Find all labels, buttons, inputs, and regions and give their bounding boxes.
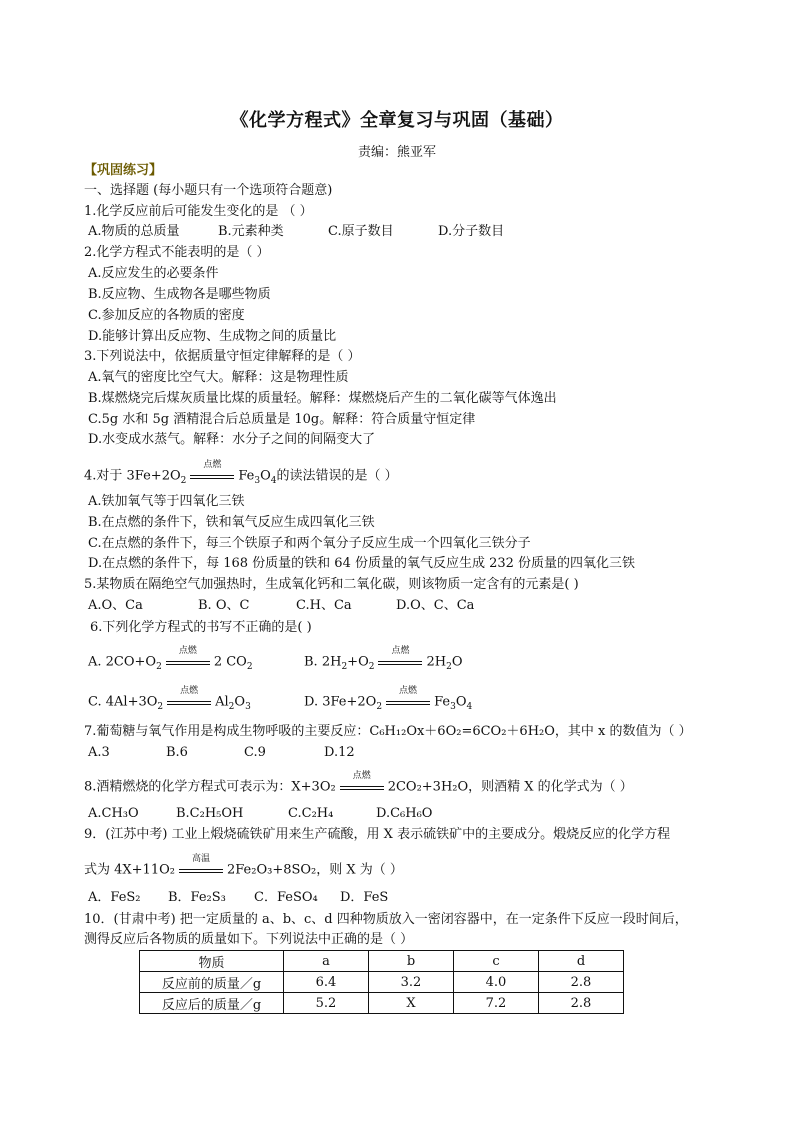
- option-d: D. $3Fe+2O_2$ 点燃 $Fe_3O_4$: [304, 686, 473, 713]
- question-10-stem-line-1: 10．(甘肃中考) 把一定质量的 a、b、c、d 四种物质放入一密闭容器中，在一定条件下反应一段时间后，: [84, 912, 688, 927]
- table-header-cell: a: [284, 951, 369, 972]
- question-3-stem: 3.下列说法中，依据质量守恒定律解释的是（ ）: [84, 349, 361, 364]
- reaction-condition-arrow: 点燃: [384, 694, 432, 710]
- option-c: C．FeSO₄: [254, 890, 318, 905]
- table-cell: 6.4: [284, 972, 369, 993]
- table-cell: 反应后的质量／g: [140, 993, 284, 1014]
- option-b: B．Fe₂S₃: [168, 890, 226, 905]
- option-c: C.C₂H₄: [288, 806, 334, 821]
- option-c: C.9: [244, 745, 266, 760]
- option-a: A．FeS₂: [88, 890, 141, 905]
- option-b: B. $2H_2+O_2$ 点燃 $2H_2O$: [304, 646, 463, 673]
- table-cell: 反应前的质量／g: [140, 972, 284, 993]
- option-a: A.反应发生的必要条件: [88, 266, 219, 281]
- option-b: B.煤燃烧完后煤灰质量比煤的质量轻。解释：煤燃烧后产生的二氧化碳等气体逸出: [88, 391, 557, 406]
- table-header-cell: c: [454, 951, 539, 972]
- option-a: A.O、Ca: [88, 598, 143, 613]
- table-cell: X: [369, 993, 454, 1014]
- question-2-stem: 2.化学方程式不能表明的是（ ）: [84, 245, 270, 260]
- option-b: B.反应物、生成物各是哪些物质: [88, 287, 271, 302]
- part-heading: 一、选择题 (每小题只有一个选项符合题意): [84, 183, 333, 198]
- option-d: D.C₆H₆O: [376, 806, 433, 821]
- table-cell: 2.8: [539, 972, 624, 993]
- table-cell: 3.2: [369, 972, 454, 993]
- option-b: B. O、C: [198, 598, 250, 613]
- section-heading: 【巩固练习】: [84, 163, 163, 178]
- question-1-stem: 1.化学反应前后可能发生变化的是 （ ）: [84, 204, 313, 219]
- option-d: D．FeS: [340, 890, 389, 905]
- option-d: D.水变成水蒸气。解释：水分子之间的间隔变大了: [88, 432, 376, 447]
- option-a: A.铁加氧气等于四氧化三铁: [88, 494, 245, 509]
- reaction-condition-arrow: 点燃: [165, 694, 213, 710]
- reaction-condition-arrow: 点燃: [338, 779, 386, 795]
- option-a: A.CH₃O: [88, 806, 139, 821]
- table-cell: 2.8: [539, 993, 624, 1014]
- mass-table: [139, 950, 624, 1014]
- question-10-stem-line-2: 测得反应后各物质的质量如下。下列说法中正确的是（ ）: [84, 932, 414, 947]
- option-b: B.C₂H₅OH: [176, 806, 244, 821]
- question-9-options: [88, 890, 388, 906]
- question-9-stem-line-2: 式为 4X+11O₂ 高温 2Fe₂O₃+8SO₂，则 X 为（ ）: [84, 854, 403, 878]
- question-9-stem-line-1: 9．(江苏中考) 工业上煅烧硫铁矿用来生产硫酸，用 X 表示硫铁矿中的主要成分。煅烧反应的化学方程: [84, 827, 671, 842]
- question-8-stem: 8.酒精燃烧的化学方程式可表示为：X+3O₂ 点燃 2CO₂+3H₂O，则酒精 X 的化学式为（ ）: [84, 771, 633, 795]
- option-b: B.6: [166, 745, 188, 760]
- option-d: D.在点燃的条件下，每 168 份质量的铁和 64 份质量的氧气反应生成 232 份质量的四氧化三铁: [88, 556, 636, 571]
- option-c: C.参加反应的各物质的密度: [88, 308, 245, 323]
- table-cell: 7.2: [454, 993, 539, 1014]
- option-c: C.H、Ca: [296, 598, 352, 613]
- question-6-options-row-1: [88, 646, 463, 673]
- table-row: [140, 972, 624, 993]
- question-5-options: [88, 598, 474, 614]
- table-header-row: [140, 951, 624, 972]
- question-1-options: [88, 224, 504, 240]
- question-6-options-row-2: [88, 686, 473, 713]
- table-header-cell: d: [539, 951, 624, 972]
- option-d: D.12: [324, 745, 355, 760]
- reaction-condition-arrow: 点燃: [164, 654, 212, 670]
- option-d: D.分子数目: [438, 224, 505, 239]
- table-row: [140, 993, 624, 1014]
- option-c: C. $4Al+3O_2$ 点燃 $Al_2O_3$: [88, 686, 251, 713]
- option-b: B.在点燃的条件下，铁和氧气反应生成四氧化三铁: [88, 515, 375, 530]
- question-8-options: [88, 806, 432, 822]
- question-5-stem: 5.某物质在隔绝空气加强热时，生成氧化钙和二氧化碳，则该物质一定含有的元素是( ): [84, 577, 579, 592]
- reaction-condition-arrow: 高温: [177, 862, 225, 878]
- page-title: 《化学方程式》全章复习与巩固（基础）: [230, 110, 564, 131]
- option-d: D.O、C、Ca: [396, 598, 475, 613]
- question-7-options: [88, 745, 355, 761]
- option-a: A.物质的总质量: [88, 224, 180, 239]
- question-7-stem: 7.葡萄糖与氧气作用是构成生物呼吸的主要反应：C₆H₁₂Ox＋6O₂=6CO₂＋6H₂O，其中 x 的数值为（ ）: [84, 724, 692, 739]
- option-a: A. $2CO+O_2$ 点燃 2 $CO_2$: [88, 646, 253, 673]
- table-cell: 5.2: [284, 993, 369, 1014]
- option-a: A.3: [88, 745, 110, 760]
- reaction-condition-arrow: 点燃: [376, 654, 424, 670]
- table-header-cell: 物质: [140, 951, 284, 972]
- question-6-stem: 6.下列化学方程式的书写不正确的是( ): [90, 620, 312, 635]
- option-c: C.5g 水和 5g 酒精混合后总质量是 10g。解释：符合质量守恒定律: [88, 412, 476, 427]
- option-c: C.原子数目: [328, 224, 394, 239]
- option-b: B.元素种类: [218, 224, 284, 239]
- table-header-cell: b: [369, 951, 454, 972]
- editor-credit: 责编：熊亚军: [357, 145, 436, 160]
- option-a: A.氧气的密度比空气大。解释：这是物理性质: [88, 370, 349, 385]
- table-cell: 4.0: [454, 972, 539, 993]
- option-c: C.在点燃的条件下，每三个铁原子和两个氧分子反应生成一个四氧化三铁分子: [88, 536, 531, 551]
- option-d: D.能够计算出反应物、生成物之间的质量比: [88, 329, 337, 344]
- reaction-condition-arrow: 点燃: [188, 468, 236, 484]
- question-4-stem: 4.对于 $3Fe+2O_2$ 点燃 $Fe_3O_4$的读法错误的是（ ）: [84, 460, 398, 487]
